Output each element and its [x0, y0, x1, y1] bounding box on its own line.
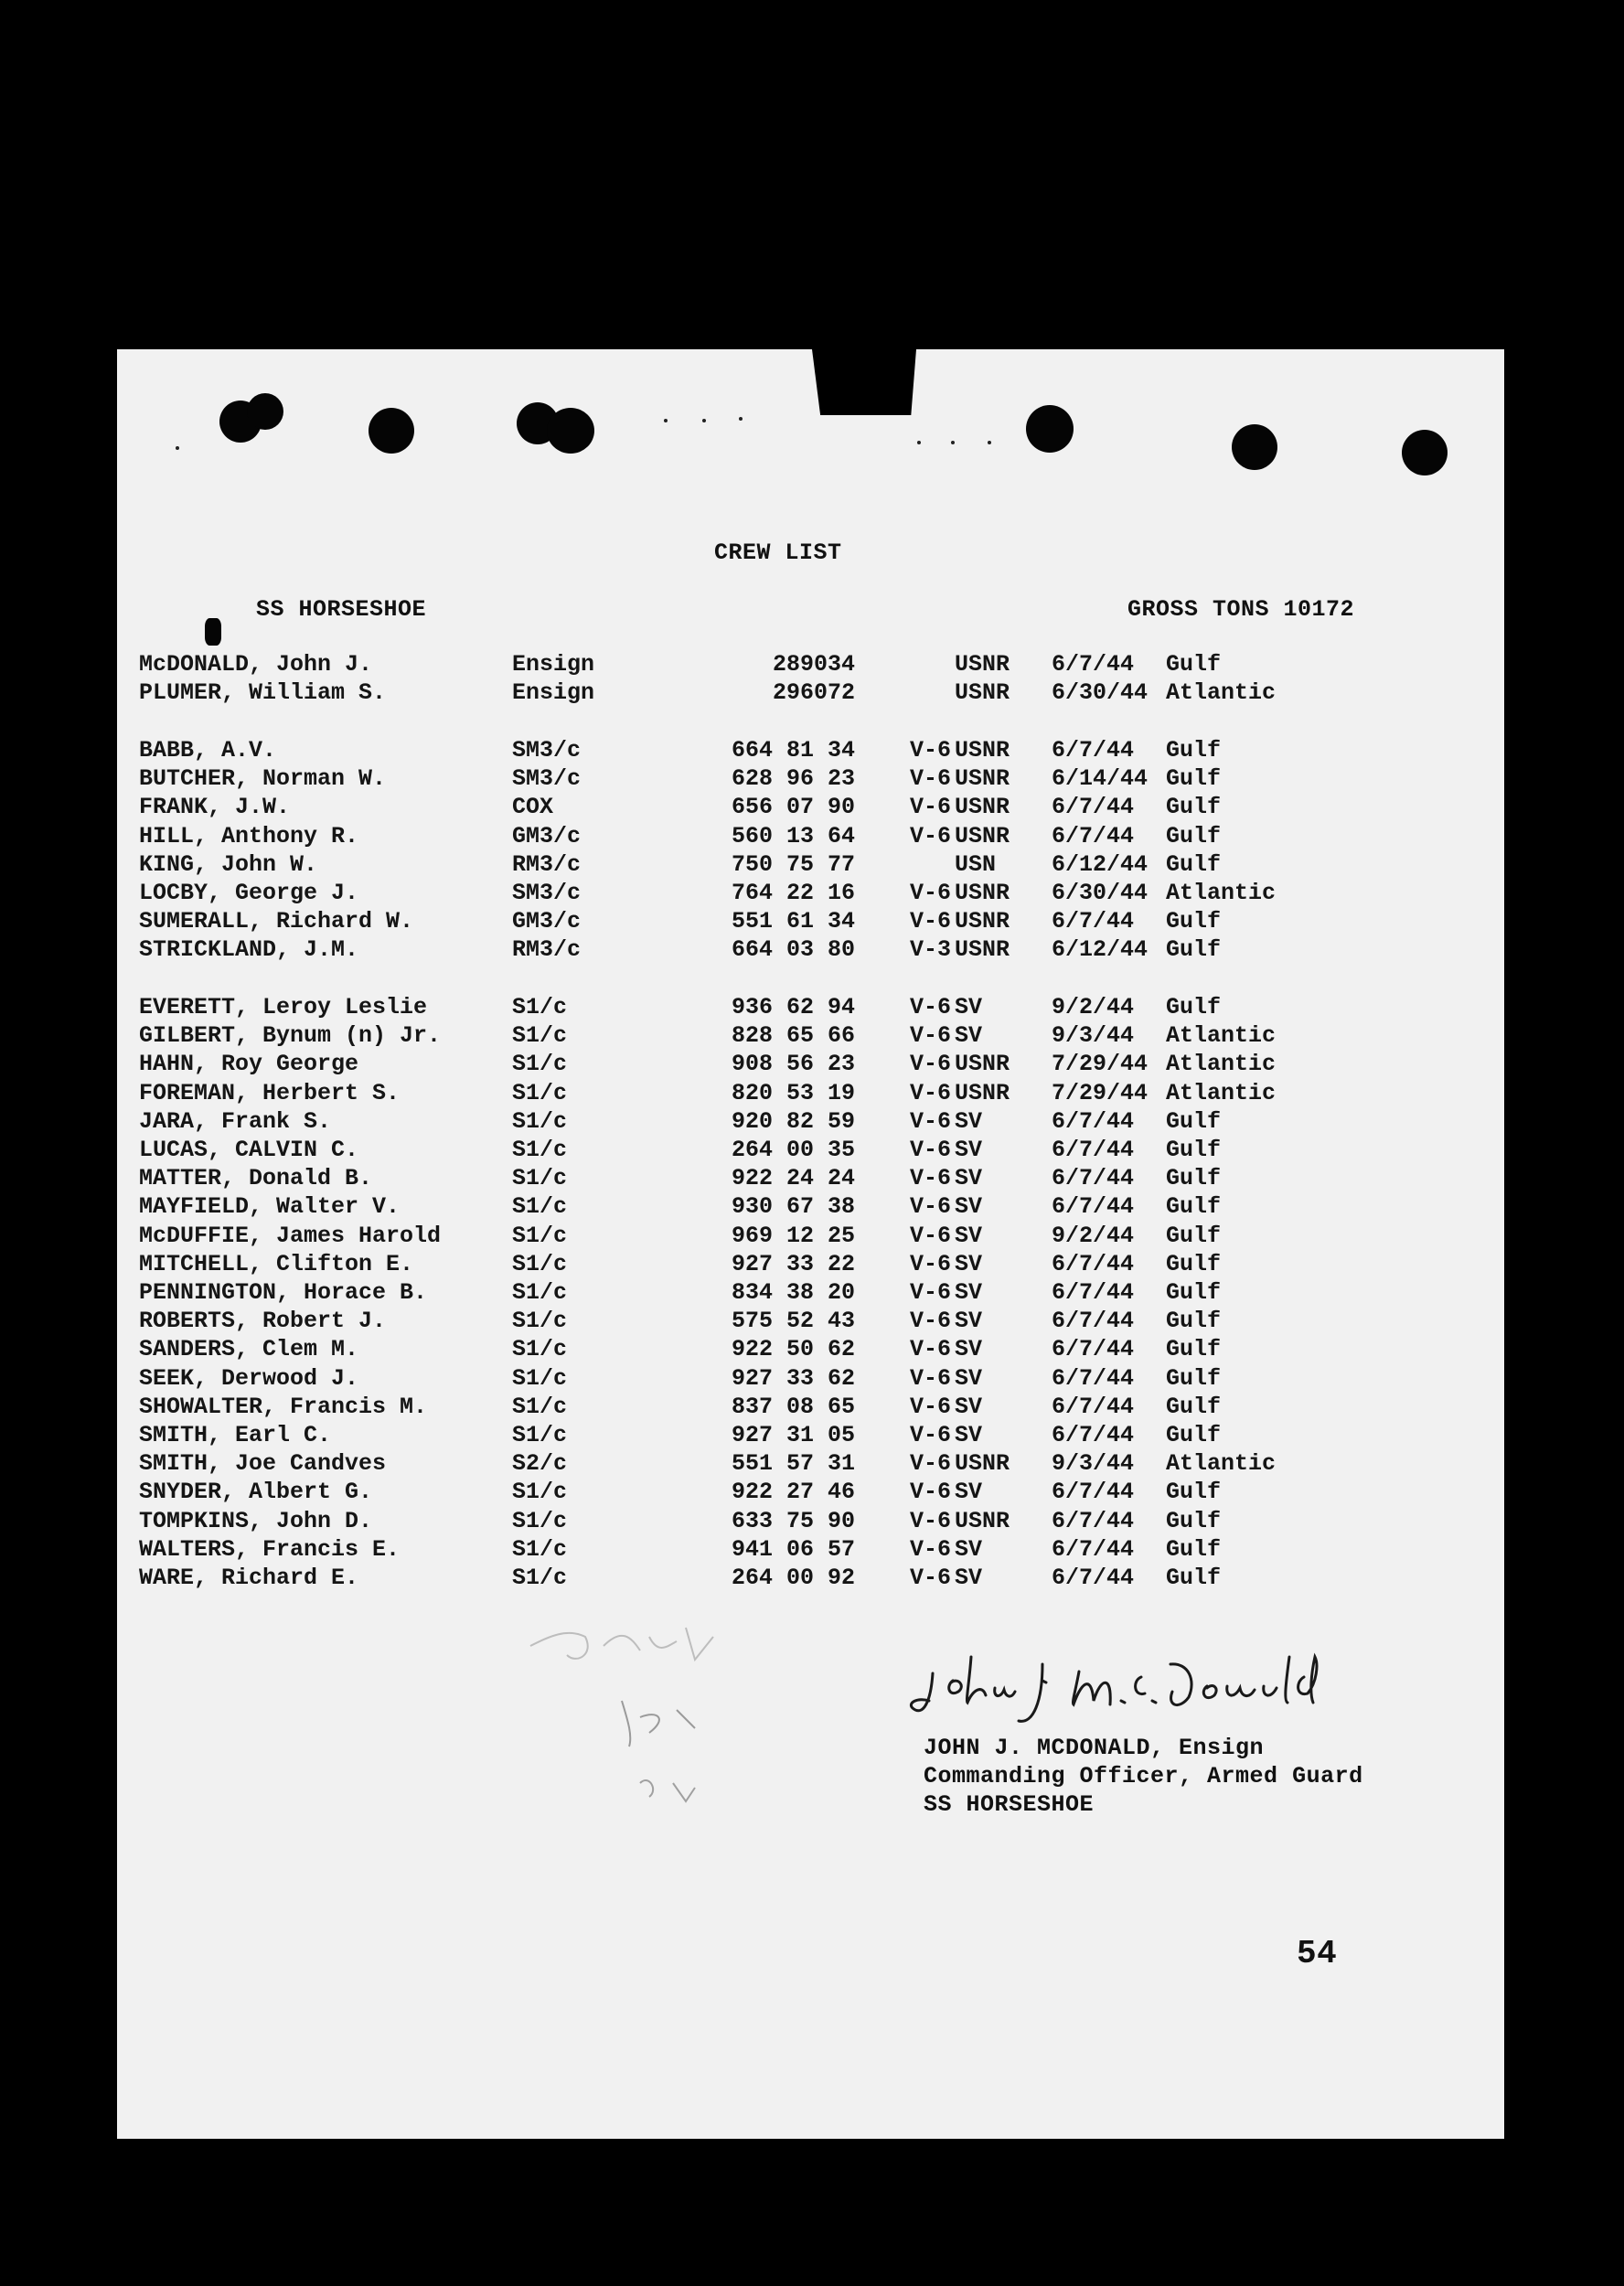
- crew-area: Gulf: [1166, 1107, 1222, 1135]
- crew-row: [0, 1080, 1387, 1108]
- crew-area: Gulf: [1166, 1336, 1222, 1363]
- crew-area: Gulf: [1166, 1137, 1222, 1163]
- crew-name: HAHN, Roy George: [139, 1051, 359, 1078]
- crew-rate: S1/c: [512, 1336, 568, 1363]
- crew-branch: SV: [955, 1107, 983, 1135]
- crew-service-number: 908 56 23: [731, 1051, 855, 1078]
- crew-name: McDUFFIE, James Harold: [139, 1222, 442, 1249]
- crew-class: V-6: [910, 1450, 952, 1478]
- crew-class: V-6: [910, 1308, 952, 1335]
- crew-area: Gulf: [1166, 1165, 1222, 1192]
- page-number: 54: [1297, 1935, 1338, 1972]
- crew-name: WALTERS, Francis E.: [139, 1535, 401, 1563]
- crew-name: KING, John W.: [139, 850, 318, 878]
- crew-branch: USNR: [955, 679, 1010, 707]
- crew-branch: USNR: [955, 765, 1010, 793]
- crew-service-number: 927 33 62: [731, 1364, 855, 1392]
- crew-name: PENNINGTON, Horace B.: [139, 1279, 428, 1306]
- crew-date: 6/7/44: [1052, 1507, 1135, 1534]
- crew-name: BUTCHER, Norman W.: [139, 765, 387, 793]
- signature-name: JOHN J. MCDONALD, Ensign: [924, 1735, 1265, 1761]
- crew-row: [0, 1422, 1387, 1450]
- crew-branch: SV: [955, 1022, 983, 1050]
- crew-area: Atlantic: [1166, 1022, 1277, 1050]
- crew-branch: USNR: [955, 1450, 1010, 1478]
- speck: [988, 441, 991, 444]
- crew-branch: USNR: [955, 880, 1010, 906]
- speck: [951, 441, 955, 444]
- crew-branch: SV: [955, 1279, 983, 1306]
- crew-area: Gulf: [1166, 1193, 1222, 1221]
- crew-date: 6/7/44: [1052, 1250, 1135, 1277]
- crew-service-number: 664 03 80: [731, 936, 855, 964]
- punch-hole: [1232, 424, 1277, 470]
- crew-branch: SV: [955, 1250, 983, 1277]
- crew-row: [0, 1251, 1387, 1279]
- crew-service-number: 969 12 25: [731, 1222, 855, 1249]
- crew-date: 6/7/44: [1052, 822, 1135, 849]
- crew-service-number: 922 50 62: [731, 1336, 855, 1363]
- signature-vessel: SS HORSESHOE: [924, 1791, 1095, 1818]
- crew-name: MATTER, Donald B.: [139, 1165, 373, 1192]
- crew-row: [0, 908, 1387, 936]
- crew-name: LOCBY, George J.: [139, 880, 359, 906]
- crew-row: [0, 823, 1387, 851]
- crew-name: SANDERS, Clem M.: [139, 1336, 359, 1363]
- crew-date: 6/30/44: [1052, 679, 1149, 707]
- crew-area: Atlantic: [1166, 1051, 1277, 1078]
- crew-branch: SV: [955, 1535, 983, 1563]
- crew-name: TOMPKINS, John D.: [139, 1507, 373, 1534]
- crew-area: Gulf: [1166, 1222, 1222, 1249]
- crew-area: Gulf: [1166, 1364, 1222, 1392]
- crew-area: Gulf: [1166, 794, 1222, 821]
- crew-date: 6/7/44: [1052, 1565, 1135, 1591]
- crew-rate: Ensign: [512, 651, 595, 678]
- crew-rate: S1/c: [512, 1479, 568, 1506]
- crew-service-number: 296072: [772, 679, 855, 707]
- crew-rate: SM3/c: [512, 765, 582, 793]
- crew-service-number: 922 27 46: [731, 1479, 855, 1506]
- crew-rate: S1/c: [512, 1137, 568, 1163]
- crew-row: [0, 679, 1387, 708]
- crew-class: V-6: [910, 1565, 952, 1591]
- speck: [702, 419, 706, 422]
- crew-row: [0, 1223, 1387, 1251]
- crew-rate: RM3/c: [512, 850, 582, 878]
- crew-row: [0, 936, 1387, 965]
- crew-branch: USNR: [955, 1507, 1010, 1534]
- crew-class: V-6: [910, 1507, 952, 1534]
- crew-area: Gulf: [1166, 1422, 1222, 1448]
- crew-date: 6/7/44: [1052, 1479, 1135, 1506]
- crew-rate: S1/c: [512, 1250, 568, 1277]
- crew-rate: S1/c: [512, 1308, 568, 1335]
- crew-name: PLUMER, William S.: [139, 679, 387, 707]
- signature: [905, 1637, 1381, 1737]
- crew-service-number: 560 13 64: [731, 822, 855, 849]
- crew-branch: SV: [955, 1137, 983, 1163]
- crew-service-number: 834 38 20: [731, 1279, 855, 1306]
- crew-branch: USNR: [955, 1051, 1010, 1078]
- speck: [176, 446, 179, 450]
- crew-name: SMITH, Joe Candves: [139, 1450, 387, 1478]
- crew-rate: Ensign: [512, 679, 595, 707]
- crew-branch: SV: [955, 1308, 983, 1335]
- crew-service-number: 930 67 38: [731, 1193, 855, 1221]
- crew-date: 9/3/44: [1052, 1022, 1135, 1050]
- crew-row: [0, 794, 1387, 822]
- crew-date: 7/29/44: [1052, 1079, 1149, 1106]
- crew-name: ROBERTS, Robert J.: [139, 1308, 387, 1335]
- crew-service-number: 633 75 90: [731, 1507, 855, 1534]
- crew-class: V-6: [910, 1022, 952, 1050]
- crew-service-number: 828 65 66: [731, 1022, 855, 1050]
- crew-name: BABB, A.V.: [139, 737, 277, 764]
- crew-name: MITCHELL, Clifton E.: [139, 1250, 414, 1277]
- crew-row: [0, 765, 1387, 794]
- crew-rate: S1/c: [512, 1279, 568, 1306]
- crew-class: V-6: [910, 1051, 952, 1078]
- crew-date: 6/7/44: [1052, 737, 1135, 764]
- crew-service-number: 920 82 59: [731, 1107, 855, 1135]
- crew-name: McDONALD, John J.: [139, 651, 373, 678]
- crew-date: 6/7/44: [1052, 1193, 1135, 1221]
- crew-date: 9/3/44: [1052, 1450, 1135, 1478]
- crew-class: V-6: [910, 1165, 952, 1192]
- crew-rate: S1/c: [512, 1079, 568, 1106]
- crew-row: [0, 1479, 1387, 1507]
- crew-class: V-6: [910, 794, 952, 821]
- crew-name: STRICKLAND, J.M.: [139, 936, 359, 964]
- crew-class: V-3: [910, 936, 952, 964]
- crew-date: 6/7/44: [1052, 1308, 1135, 1335]
- crew-row: [0, 1165, 1387, 1193]
- crew-service-number: 664 81 34: [731, 737, 855, 764]
- crew-row: [0, 1394, 1387, 1422]
- crew-rate: S1/c: [512, 1165, 568, 1192]
- crew-class: V-6: [910, 1107, 952, 1135]
- crew-class: V-6: [910, 880, 952, 906]
- ink-blot: [205, 618, 221, 646]
- crew-service-number: 927 31 05: [731, 1422, 855, 1448]
- crew-service-number: 750 75 77: [731, 850, 855, 878]
- crew-branch: USNR: [955, 1079, 1010, 1106]
- signature-title: Commanding Officer, Armed Guard: [924, 1763, 1363, 1789]
- crew-date: 6/7/44: [1052, 1165, 1135, 1192]
- crew-class: V-6: [910, 1137, 952, 1163]
- punch-hole: [547, 408, 594, 454]
- crew-area: Atlantic: [1166, 1079, 1277, 1106]
- crew-area: Gulf: [1166, 1308, 1222, 1335]
- crew-branch: SV: [955, 1422, 983, 1448]
- crew-branch: SV: [955, 1565, 983, 1591]
- crew-rate: S1/c: [512, 994, 568, 1020]
- crew-date: 6/7/44: [1052, 1137, 1135, 1163]
- crew-row: [0, 737, 1387, 765]
- crew-service-number: 764 22 16: [731, 880, 855, 906]
- crew-rate: COX: [512, 794, 554, 821]
- crew-area: Atlantic: [1166, 880, 1277, 906]
- crew-branch: SV: [955, 1165, 983, 1192]
- crew-area: Gulf: [1166, 737, 1222, 764]
- crew-name: JARA, Frank S.: [139, 1107, 332, 1135]
- crew-service-number: 575 52 43: [731, 1308, 855, 1335]
- crew-area: Gulf: [1166, 1279, 1222, 1306]
- crew-row: [0, 651, 1387, 679]
- crew-rate: S1/c: [512, 1565, 568, 1591]
- crew-area: Gulf: [1166, 651, 1222, 678]
- crew-class: V-6: [910, 1336, 952, 1363]
- crew-service-number: 941 06 57: [731, 1535, 855, 1563]
- crew-class: V-6: [910, 994, 952, 1020]
- crew-rate: RM3/c: [512, 936, 582, 964]
- crew-area: Gulf: [1166, 1479, 1222, 1506]
- crew-rate: SM3/c: [512, 880, 582, 906]
- crew-branch: SV: [955, 1364, 983, 1392]
- crew-name: HILL, Anthony R.: [139, 822, 359, 849]
- crew-area: Gulf: [1166, 850, 1222, 878]
- crew-service-number: 551 57 31: [731, 1450, 855, 1478]
- crew-area: Gulf: [1166, 1393, 1222, 1420]
- crew-branch: SV: [955, 994, 983, 1020]
- crew-class: V-6: [910, 1535, 952, 1563]
- crew-row: [0, 1450, 1387, 1479]
- crew-branch: USN: [955, 850, 997, 878]
- crew-area: Gulf: [1166, 822, 1222, 849]
- crew-class: V-6: [910, 1250, 952, 1277]
- crew-branch: USNR: [955, 936, 1010, 964]
- crew-area: Gulf: [1166, 994, 1222, 1020]
- crew-class: V-6: [910, 1422, 952, 1448]
- crew-area: Gulf: [1166, 936, 1222, 964]
- crew-date: 6/30/44: [1052, 880, 1149, 906]
- crew-rate: S1/c: [512, 1222, 568, 1249]
- vessel-name: SS HORSESHOE: [256, 596, 427, 623]
- crew-service-number: 264 00 35: [731, 1137, 855, 1163]
- crew-area: Gulf: [1166, 1535, 1222, 1563]
- crew-area: Atlantic: [1166, 1450, 1277, 1478]
- crew-class: V-6: [910, 822, 952, 849]
- crew-name: GILBERT, Bynum (n) Jr.: [139, 1022, 442, 1050]
- crew-name: SEEK, Derwood J.: [139, 1364, 359, 1392]
- crew-service-number: 289034: [772, 651, 855, 678]
- binder-tab: [812, 349, 916, 415]
- crew-rate: S1/c: [512, 1107, 568, 1135]
- crew-row: [0, 880, 1387, 908]
- crew-rate: S1/c: [512, 1422, 568, 1448]
- crew-rate: S1/c: [512, 1364, 568, 1392]
- document-title: CREW LIST: [714, 539, 842, 566]
- crew-branch: USNR: [955, 822, 1010, 849]
- crew-rate: S1/c: [512, 1393, 568, 1420]
- crew-name: WARE, Richard E.: [139, 1565, 359, 1591]
- crew-row: [0, 1022, 1387, 1051]
- crew-date: 6/7/44: [1052, 651, 1135, 678]
- crew-area: Gulf: [1166, 1250, 1222, 1277]
- crew-date: 7/29/44: [1052, 1051, 1149, 1078]
- crew-branch: USNR: [955, 651, 1010, 678]
- crew-branch: SV: [955, 1393, 983, 1420]
- crew-class: V-6: [910, 737, 952, 764]
- crew-date: 6/7/44: [1052, 794, 1135, 821]
- crew-name: FRANK, J.W.: [139, 794, 291, 821]
- crew-class: V-6: [910, 1193, 952, 1221]
- crew-row: [0, 1137, 1387, 1165]
- crew-class: V-6: [910, 1279, 952, 1306]
- crew-service-number: 628 96 23: [731, 765, 855, 793]
- crew-date: 6/12/44: [1052, 936, 1149, 964]
- crew-rate: GM3/c: [512, 822, 582, 849]
- crew-service-number: 936 62 94: [731, 994, 855, 1020]
- crew-row: [0, 1536, 1387, 1565]
- crew-area: Gulf: [1166, 908, 1222, 935]
- crew-branch: SV: [955, 1479, 983, 1506]
- punch-hole: [247, 393, 283, 430]
- crew-service-number: 820 53 19: [731, 1079, 855, 1106]
- crew-date: 6/7/44: [1052, 1364, 1135, 1392]
- crew-date: 6/7/44: [1052, 1107, 1135, 1135]
- crew-class: V-6: [910, 1222, 952, 1249]
- crew-name: SMITH, Earl C.: [139, 1422, 332, 1448]
- crew-branch: SV: [955, 1336, 983, 1363]
- crew-row: [0, 1308, 1387, 1336]
- crew-service-number: 264 00 92: [731, 1565, 855, 1591]
- crew-date: 6/14/44: [1052, 765, 1149, 793]
- crew-row: [0, 1336, 1387, 1364]
- crew-area: Gulf: [1166, 765, 1222, 793]
- crew-branch: SV: [955, 1222, 983, 1249]
- crew-date: 6/7/44: [1052, 1535, 1135, 1563]
- crew-row: [0, 1279, 1387, 1308]
- crew-row: [0, 1508, 1387, 1536]
- crew-name: SUMERALL, Richard W.: [139, 908, 414, 935]
- crew-class: V-6: [910, 908, 952, 935]
- punch-hole: [1026, 405, 1074, 453]
- crew-date: 6/7/44: [1052, 1393, 1135, 1420]
- crew-area: Gulf: [1166, 1507, 1222, 1534]
- crew-rate: S1/c: [512, 1193, 568, 1221]
- crew-service-number: 922 24 24: [731, 1165, 855, 1192]
- speck: [739, 417, 743, 421]
- crew-service-number: 837 08 65: [731, 1393, 855, 1420]
- crew-class: V-6: [910, 1479, 952, 1506]
- crew-name: LUCAS, CALVIN C.: [139, 1137, 359, 1163]
- crew-branch: USNR: [955, 908, 1010, 935]
- crew-area: Atlantic: [1166, 679, 1277, 707]
- crew-name: SNYDER, Albert G.: [139, 1479, 373, 1506]
- crew-service-number: 927 33 22: [731, 1250, 855, 1277]
- crew-row: [0, 1365, 1387, 1394]
- gross-tonnage: GROSS TONS 10172: [1127, 596, 1355, 623]
- crew-class: V-6: [910, 1079, 952, 1106]
- crew-row: [0, 994, 1387, 1022]
- crew-branch: USNR: [955, 737, 1010, 764]
- crew-row: [0, 1565, 1387, 1593]
- speck: [664, 419, 668, 422]
- crew-rate: S1/c: [512, 1022, 568, 1050]
- crew-branch: SV: [955, 1193, 983, 1221]
- crew-branch: USNR: [955, 794, 1010, 821]
- crew-class: V-6: [910, 765, 952, 793]
- pencil-annotation: [512, 1609, 732, 1820]
- crew-rate: GM3/c: [512, 908, 582, 935]
- crew-rate: S1/c: [512, 1535, 568, 1563]
- crew-name: FOREMAN, Herbert S.: [139, 1079, 401, 1106]
- crew-date: 9/2/44: [1052, 994, 1135, 1020]
- crew-class: V-6: [910, 1393, 952, 1420]
- punch-hole: [369, 408, 414, 454]
- crew-row: [0, 1108, 1387, 1137]
- crew-rate: S1/c: [512, 1507, 568, 1534]
- crew-row: [0, 851, 1387, 880]
- crew-name: SHOWALTER, Francis M.: [139, 1393, 428, 1420]
- crew-rate: S2/c: [512, 1450, 568, 1478]
- crew-rate: S1/c: [512, 1051, 568, 1078]
- crew-service-number: 551 61 34: [731, 908, 855, 935]
- crew-class: V-6: [910, 1364, 952, 1392]
- crew-date: 6/12/44: [1052, 850, 1149, 878]
- crew-name: EVERETT, Leroy Leslie: [139, 994, 428, 1020]
- crew-date: 9/2/44: [1052, 1222, 1135, 1249]
- crew-date: 6/7/44: [1052, 908, 1135, 935]
- crew-row: [0, 1051, 1387, 1079]
- crew-date: 6/7/44: [1052, 1336, 1135, 1363]
- crew-date: 6/7/44: [1052, 1422, 1135, 1448]
- crew-service-number: 656 07 90: [731, 794, 855, 821]
- crew-date: 6/7/44: [1052, 1279, 1135, 1306]
- punch-hole: [1402, 430, 1448, 475]
- crew-rate: SM3/c: [512, 737, 582, 764]
- speck: [917, 441, 921, 444]
- crew-name: MAYFIELD, Walter V.: [139, 1193, 401, 1221]
- crew-area: Gulf: [1166, 1565, 1222, 1591]
- crew-row: [0, 1193, 1387, 1222]
